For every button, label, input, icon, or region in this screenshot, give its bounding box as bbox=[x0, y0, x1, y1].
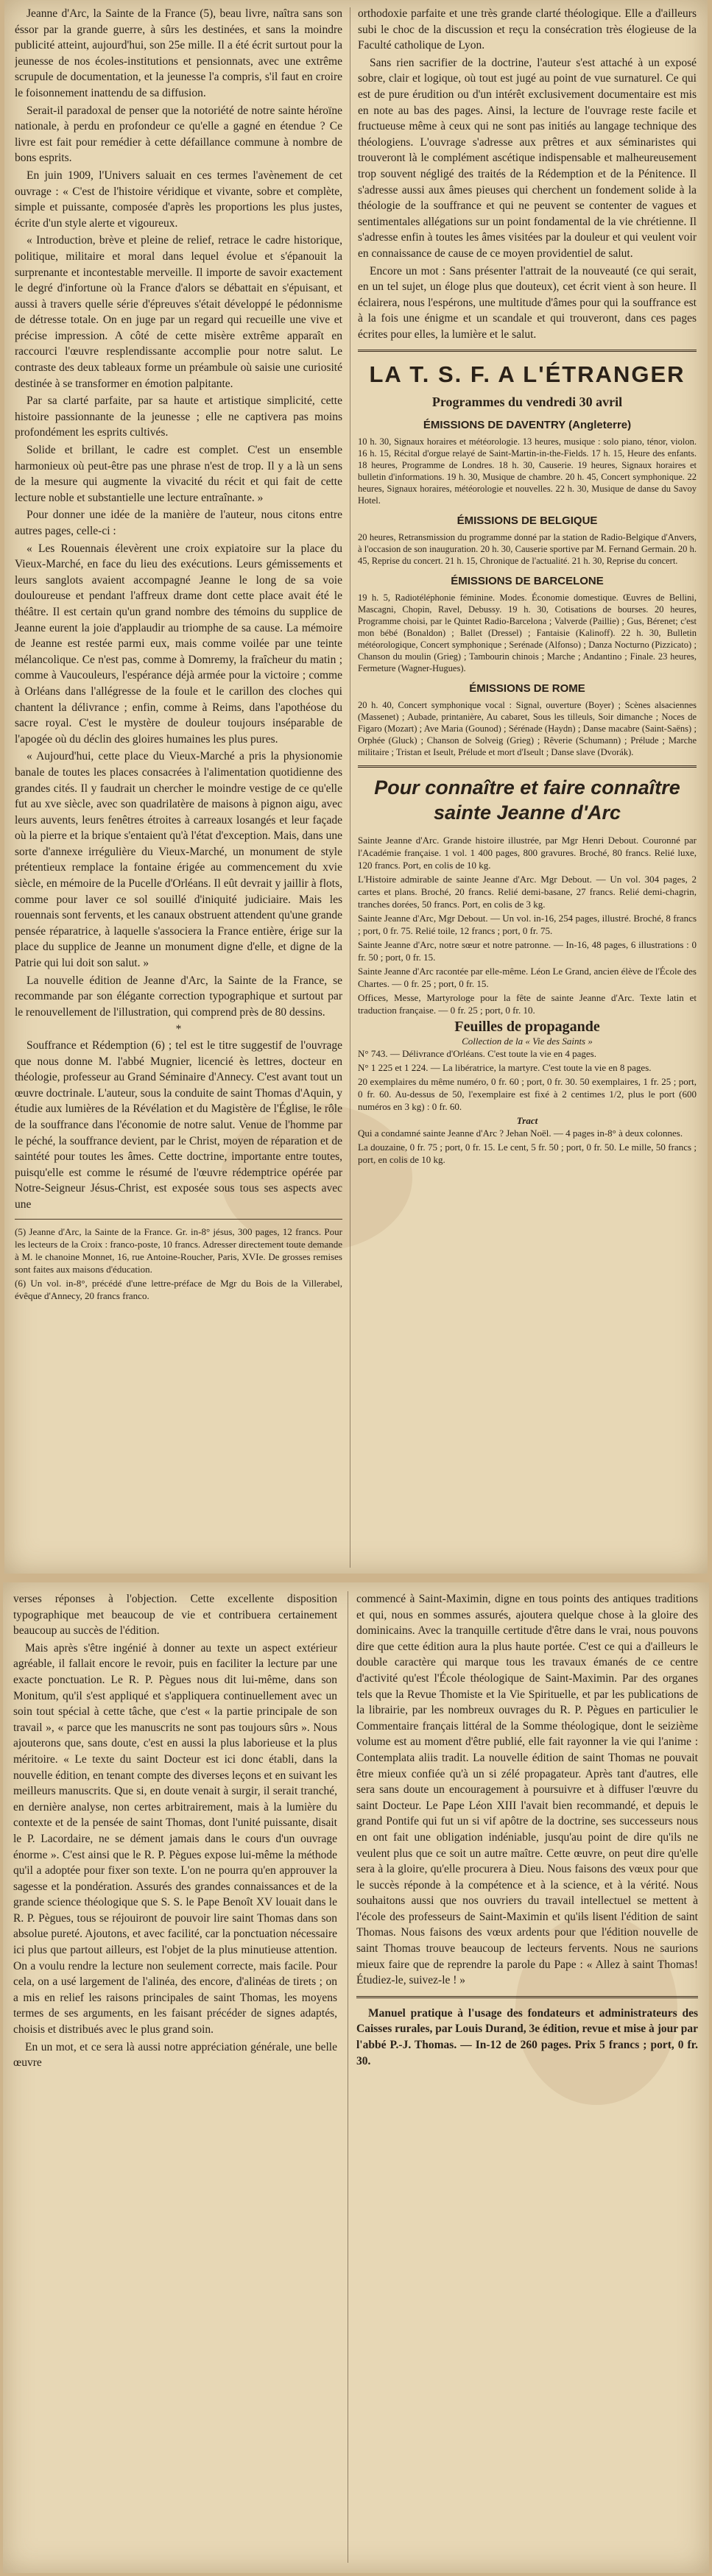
leaflet-listing: N° 1 225 et 1 224. — La libératrice, la martyre. C'est toute la vie en 8 pages. bbox=[358, 1062, 652, 1074]
collection-heading: Collection de la « Vie des Saints » bbox=[462, 1036, 593, 1047]
daventry-heading: ÉMISSIONS DE DAVENTRY (Angleterre) bbox=[423, 419, 632, 432]
manuel-listing: Manuel pratique à l'usage des fondateurs et administrateurs des Caisses rurales, par Louis Durand, 3e édition, revue et mise à jour par l'abbé P.-J. Thomas. — In-12 de 260 pages. Prix 5 francs ; port, 0 fr. 30. bbox=[356, 2006, 698, 2067]
book-listing: Sainte Jeanne d'Arc racontée par elle-même. Léon Le Grand, ancien élève de l'École des Chartes. — 0 fr. 25 ; port, 0 fr. 15. bbox=[358, 966, 697, 990]
book-listing: Offices, Messe, Martyrologe pour la fête de sainte Jeanne d'Arc. Texte latin et traduction française. — 0 fr. 25 ; port, 0 fr. 10. bbox=[358, 992, 697, 1016]
book-listing: Sainte Jeanne d'Arc. Grande histoire illustrée, par Mgr Henri Debout. Couronné par l'Académie française. 1 vol. 1 400 pages, 800 gravures. Broché, 80 francs. Relié luxe, 120 francs. Port, en colis de 10 kg. bbox=[358, 835, 697, 871]
footnote: (6) Un vol. in-8°, précédé d'une lettre-préface de Mgr du Bois de la Villerabel, évêque d'Annecy, 20 francs franco. bbox=[15, 1277, 342, 1301]
tract-heading: Tract bbox=[516, 1115, 538, 1127]
paragraph: « Aujourd'hui, cette place du Vieux-Marché a pris la physionomie banale de toutes les places consacrées à l'alimentation quotidienne des grandes cités. Il y faudrait un chercher le moindre vestige de ce qu'elle fut au xve siècle, avec son quadrilatère de maisons à pignon aigu, avec leurs auvents, leurs fenêtres étroites à carreaux losangés et leur façade où la pierre et la brique s'entaient qu'à l'état d'exception. Mais, dans une sorte d'annexe irrégulière du Vieux-Marché, un monument de style prétentieux remplace la fontaine érigée au commencement du xvie siècle, en mémoire de la Pucelle d'Orléans. Il eût devrait y jaillir à flots, comme pour laver ce sol souillé d'iniquité judiciaire. Mais les rouennais sont fervents, et les canaux obstruent attendent qu'une grande pensée réparatrice, à laquelle s'associera la France entière, érige sur la place du supplice de Jeanne un monument digne d'elle, et digne de la Patrie qui lui doit son salut. » bbox=[15, 750, 342, 970]
section-rule bbox=[356, 1996, 698, 1998]
paragraph: En juin 1909, l'Univers saluait en ces termes l'avènement de cet ouvrage : « C'est de l'histoire véridique et vivante, sobre et complète, simple et puissante, composée d'après les proportions les plus justes, écrite d'un style alerte et vigoureux. bbox=[15, 169, 342, 230]
article-right-column bbox=[358, 6, 697, 1566]
book-listing: L'Histoire admirable de sainte Jeanne d'Arc. Mgr Debout. — Un vol. 304 pages, 2 cartes et plans. Broché, 20 francs. Relié demi-basane, 27 francs. Relié demi-chagrin, tranches dorées, 50 francs. Port, en colis de 3 kg. bbox=[358, 874, 697, 910]
paragraph: Solide et brillant, le cadre est complet. C'est un ensemble harmonieux où peut-être pas une phrase n'est de trop. Il y a là un sens de la mesure qui augmente la vivacité du récit et qui fait de cette lecture noble et substantielle une lecture entraînante. » bbox=[15, 444, 342, 504]
paragraph: Mais après s'être ingénié à donner au texte un aspect extérieur agréable, il fallait encore le revoir, puis en faciliter la lecture par une exacte ponctuation. Le R. P. Pègues nous dit lui-même, dans son Monitum, qu'il s'est appliqué et s'appliquera continuellement avec un soin tout spécial à cette tâche, que c'est « la partie principale de son travail », « parce que les manuscrits ne sont pas toujours sûrs ». Nous ajouterons que, sans doute, c'est en aussi la plus laborieuse et la plus méritoire. « Le texte du saint Docteur est ici donc établi, dans la nouvelle édition, en tenant compte des diverses leçons et en suivant les meilleurs manuscrits. Que si, en doute venait à surgir, il serait tranché, en dernière analyse, non certes arbitrairement, mais à la lumière du contexte et de la pensée de saint Thomas, dont l'unité puissante, disait le P. Lacordaire, ne se dément jamais dans le cours d'un ouvrage énorme ». C'est ainsi que le R. P. Pègues expose lui-même la méthode qu'il a adoptée pour fixer son texte. L'on ne pourra qu'en approuver la sagesse et la pondération. Assurés des grandes connaissances et de la grande science théologique que S. S. le Pape Benoît XV louait dans le R. P. Pègues, tous se réjouiront de pouvoir lire saint Thomas dans son absolue pureté. Ajoutons, et avec facilité, car la ponctuation nécessaire ici plus que partout ailleurs, est l'objet de la plus minutieuse attention. On a voulu rendre la lecture non seulement correcte, mais facile. Pour cela, on a usé largement de l'alinéa, des encore, d'alinéas de tirets ; on a mis en relief les raisons principales de saint Thomas, les moyens termes de ses arguments, en les faisant précéder de signes adaptés, choisis et distribués avec le plus grand soin. bbox=[13, 1641, 337, 2037]
tract-listing: Qui a condamné sainte Jeanne d'Arc ? Jehan Noël. — 4 pages in-8° à deux colonnes. bbox=[358, 1128, 683, 1139]
tract-listing: La douzaine, 0 fr. 75 ; port, 0 fr. 15. Le cent, 5 fr. 50 ; port, 0 fr. 50. Le mille, 50 francs ; port, en colis de 10 kg. bbox=[358, 1142, 697, 1166]
rome-heading: ÉMISSIONS DE ROME bbox=[469, 682, 585, 696]
section-star: * bbox=[175, 1023, 182, 1036]
sainte-jeanne-headline: Pour connaître et faire connaître sainte Jeanne d'Arc bbox=[374, 776, 680, 824]
section-rule bbox=[358, 350, 697, 352]
paragraph: La nouvelle édition de Jeanne d'Arc, la Sainte de la France, se recommande par son élégante correction typographique et surtout par le renouvellement de l'illustration, qui comprend près de 80 dessins. bbox=[15, 974, 342, 1019]
belgique-program: 20 heures, Retransmission du programme donné par la station de Radio-Belgique d'Anvers, à l'occasion de son inauguration. 20 h. 30, Causerie sportive par M. Fernand Germain. 20 h. 45, Reprise du concert. 21 h. 15, Chronique de l'actualité. 21 h. 30, Reprise du concert. bbox=[358, 532, 697, 567]
daventry-program: 10 h. 30, Signaux horaires et météorologie. 13 heures, musique : solo piano, ténor, violon. 16 h. 15, Récital d'orgue relayé de Saint-Martin-in-the-Fields. 17 h. 15, Heure des enfants. 18 heures, Programme de Londres. 18 h. 30, Causerie. 19 heures, Signaux horaires et bulletin d'informations. 19 h. 30, Musique de chambre. 20 h. 45, Concert symphonique. 22 heures, Signaux horaires, météorologie et nouvelles. 22 h. 30, Musique de danse du Savoy Hotel. bbox=[358, 436, 697, 506]
paragraph: En un mot, et ce sera là aussi notre appréciation générale, une belle œuvre bbox=[13, 2040, 337, 2070]
section-rule bbox=[358, 765, 697, 768]
barcelone-heading: ÉMISSIONS DE BARCELONE bbox=[451, 575, 604, 588]
paragraph: « Introduction, brève et pleine de relief, retrace le cadre historique, politique, militaire et moral dans lequel évolue et s'épanouit la surprenante et incontestable merveille. Il importe de savoir exactement le degré d'infortune où la France d'alors se débattait en s'épuisant, et aussi à travers quelle série d'épreuves s'était développé le pédonnisme de détresse totale. On en juge par un regard qui recueille une vive et précise impression. A côté de cette misère extrême apparaît en raccourci l'œuvre resplendissante accomplie pour notre salut. Le contraste des deux tableaux forme un préambule où saisie une curiosité destinée à se transformer en émotion palpitante. bbox=[15, 234, 342, 390]
footnote: (5) Jeanne d'Arc, la Sainte de la France. Gr. in-8° jésus, 300 pages, 12 francs. Pour les lecteurs de la Croix : franco-poste, 10 francs. Adresser directement toute demande à M. le chanoine Monnet, 16, rue Antoine-Roucher, Paris, XVIe. De grosses remises sont faites aux maisons d'éducation. bbox=[15, 1225, 342, 1275]
article-bottom-right-column bbox=[356, 1591, 698, 2563]
paragraph: Par sa clarté parfaite, par sa haute et artistique simplicité, cette histoire passionnante de la jeunesse ; elle ne captivera pas moins profondément les esprits cultivés. bbox=[15, 394, 342, 439]
feuilles-heading: Feuilles de propagande bbox=[454, 1019, 600, 1036]
paragraph: Souffrance et Rédemption (6) ; tel est le titre suggestif de l'ouvrage que nous donne M. l'abbé Mugnier, licencié ès lettres, docteur en théologie, professeur au Grand Séminaire d'Annecy. C'est avant tout un œuvre doctrinale. L'auteur, sous la conduite de saint Thomas d'Aquin, y étudie aux lumières de la Révélation et du Magistère de l'Église, le rôle de la souffrance dans l'économie de notre salut. Venue de l'homme par le péché, la souffrance devient, par le Christ, moyen de réparation et de saintété pour toutes les âmes. Cette doctrine, importante entre toutes, puisqu'elle est comme le résumé de l'œuvre rédemptrice opérée par Notre-Seigneur Jésus-Christ, est exposée sous tous ses aspects avec une bbox=[15, 1039, 342, 1211]
article-bottom-left-column bbox=[13, 1591, 337, 2563]
leaflet-listing: N° 743. — Délivrance d'Orléans. C'est toute la vie en 4 pages. bbox=[358, 1048, 596, 1060]
program-headline: Programmes du vendredi 30 avril bbox=[431, 394, 623, 410]
paragraph: commencé à Saint-Maximin, digne en tous points des antiques traditions et qui, nous en sommes assurés, ajoutera quelque chose à la gloire des dominicains. Avec la tranquille certitude d'être dans le vrai, nous pouvons dire que cette édition aura la plus haute portée. C'est ce qui a d'ailleurs le double caractère qui marque tous les travaux émanés de ce centre d'activité qu'est l'École théologique de Saint-Maximin. Par des organes tels que la Revue Thomiste et la Vie Spirituelle, et par les publications de la librairie, par les nombreux ouvrages du R. P. Pègues en particulier le Commentaire français littéral de la Somme théologique, dont le seizième volume est au moment d'être publié, elle fait rayonner la vie qui l'anime : Contemplata aliis tradit. La nouvelle édition de saint Thomas ne pouvait être mieux confiée qu'à un si zélé propagateur. Après tant d'autres, elle sera sans doute un encouragement à poursuivre et à diffuser l'œuvre du saint Docteur. Le Pape Léon XIII l'avait bien recommandé, et depuis le grand Pontife qui fut un si vif apôtre de la doctrine, ses successeurs nous en ont fait une obligation indéniable, jusqu'au point de dire qu'ils ne veulent plus que ce soit un autre maître. Cette œuvre, on peut dire qu'elle sera à la gloire, qu'elle procurera à Dieu. Nous faisons des vœux pour que le succès réponde à la compétence et à la science, et à la vérité. Nous souhaitons aussi que nos ouvriers du travail intellectuel se mettent à l'école des professeurs de Saint-Maximin et qu'ils lisent l'édition de saint Thomas. Nous faisons des vœux ardents pour que l'édition nouvelle de saint Thomas trouve beaucoup de lecteurs fervents. Nous ne saurions mieux faire que de reprendre la parole du Pape : « Allez à saint Thomas! Étudiez-le, suivez-le ! » bbox=[356, 1593, 698, 1987]
book-listing: Sainte Jeanne d'Arc, notre sœur et notre patronne. — In-16, 48 pages, 6 illustrations : 0 fr. 50 ; port, 0 fr. 15. bbox=[358, 939, 697, 963]
paragraph: verses réponses à l'objection. Cette excellente disposition typographique met beaucoup de vie et contribuera certainement beaucoup au succès de l'édition. bbox=[13, 1593, 337, 1638]
book-listing: Sainte Jeanne d'Arc, Mgr Debout. — Un vol. in-16, 254 pages, illustré. Broché, 8 francs ; port, 0 fr. 75. Relié toile, 12 francs ; port, 0 fr. 75. bbox=[358, 913, 697, 937]
rome-program: 20 h. 40, Concert symphonique vocal : Signal, ouverture (Boyer) ; Scènes alsaciennes (Massenet) ; Aubade, printanière, Au cabaret, Sous les tilleuls, Soir dimanche ; Noces de Figaro (Mozart) ; Ave Maria (Gounod) ; Sérénade (Haydn) ; Danse macabre (Saint-Saëns) ; Orphée (Gluck) ; Chanson de Solveig (Grieg) ; Rêverie (Schumann) ; Prélude ; Marche militaire ; Tristan et Iseult, Prélude et mort d'Iseult ; Danse slave (Dvorák). bbox=[358, 700, 697, 758]
paragraph: Sans rien sacrifier de la doctrine, l'auteur s'est attaché à un exposé sobre, clair et logique, où tout est jugé au point de vue surnaturel. Ce qui est de pure érudition ou d'un intérêt exclusivement documentaire est mis en note au bas des pages. Ainsi, la lecture de l'ouvrage reste facile et fructueuse même à ceux qui ne sont pas initiés au langage technique des théologiens. L'ouvrage s'adresse aux prêtres et aux séminaristes qui trouveront là le complément ascétique indispensable et malheureusement trop souvent négligé des traités de la Rédemption et de la Pénitence. Il s'adresse aussi aux âmes pieuses qui cherchent un fondement solide à la théologie de la souffrance et qui ne peuvent se contenter de vagues et sentimentales allégations sur un point fondamental de la vie chrétienne. Il s'adresse enfin à toutes les âmes visitées par la douleur et qui veulent voir en connaissance de cause de ce moyen providentiel de salut. bbox=[358, 56, 697, 260]
leaflet-listing: 20 exemplaires du même numéro, 0 fr. 60 ; port, 0 fr. 30. 50 exemplaires, 1 fr. 25 ; port, 0 fr. 60. Au-dessus de 50, l'exemplaire est fixé à 2 centimes 1/2, plus le port (600 numéros en 3 kg) : 0 fr. 60. bbox=[358, 1076, 697, 1113]
belgique-heading: ÉMISSIONS DE BELGIQUE bbox=[457, 514, 598, 528]
article-left-column bbox=[15, 6, 342, 1566]
footnote-rule bbox=[15, 1219, 342, 1220]
paragraph: Encore un mot : Sans présenter l'attrait de la nouveauté (ce qui serait, en un tel sujet, un éloge plus que douteux), cet écrit vient à son heure. Il éclairera, nous l'espérons, une multitude d'âmes pour qui la souffrance est à la fois une énigme et un scandale et qui trouveront, dans ces pages écrites pour elles, la lumière et le salut. bbox=[358, 264, 697, 341]
paragraph: « Les Rouennais élevèrent une croix expiatoire sur la place du Vieux-Marché, en face du lieu des exécutions. Leurs gémissements et leurs sanglots avaient accompagné Jeanne le long de sa voie douloureuse et pendant l'affreux drame dont cette place avait été le théâtre. Il est certain qu'un grand nombre des témoins du supplice de Jeanne eurent la joie d'applaudir au triomphe de sa cause. La mémoire de Jeanne est restée parmi eux, mais comme voilée par une teinte mélancolique. Ce n'est pas, comme à Domremy, la fraîcheur du matin ; comme à Vaucouleurs, l'espérance déjà armée pour la victoire ; comme à Orléans dans l'allégresse de la foule et le carillon des cloches qui chantent la délivrance ; enfin, comme à Reims, dans l'apothéose du sacre royal. C'est le mystère de douleur toujours inséparable de l'apogée où du déclin des gloires humaines les plus pures. bbox=[15, 542, 342, 746]
paragraph: orthodoxie parfaite et une très grande clarté théologique. Elle a d'ailleurs subi le choc de la discussion et reçu la consécration très élogieuse de la Faculté catholique de Lyon. bbox=[358, 7, 697, 52]
tsf-headline: LA T. S. F. A L'ÉTRANGER bbox=[369, 361, 685, 388]
barcelone-program: 19 h. 5, Radiotéléphonie féminine. Modes. Économie domestique. Œuvres de Bellini, Mascagni, Chopin, Ravel, Debussy. 19 h. 30, Cotisations de bourses. 20 heures, Programme choisi, par le Quintet Radio-Barcelona ; Valverde (Paillie) ; Gus, Bérenet; c'est mon bébé (Bonaldon) ; Ballet (Dressel) ; Fantaisie (Kalinoff). 22 h. 30, Bulletin météorologique, Concert symphonique ; Serénade (Alfonso) ; Danza Nocturno (Pizzicato) ; Chanson du moulin (Grieg) ; Tambourin chinois ; Marche ; Andantino ; Finale. 23 heures, Fermeture (Wagner-Hugues). bbox=[358, 592, 697, 674]
paragraph: Pour donner une idée de la manière de l'auteur, nous citons entre autres pages, celle-ci : bbox=[15, 509, 342, 537]
paragraph: Jeanne d'Arc, la Sainte de la France (5), beau livre, naîtra sans son éssor par la grande guerre, à sûrs les destinées, et sans la moindre publicité atteint, aujourd'hui, son 25e mille. Il a été écrit surtout pour la jeunesse de nos écoles-institutions et pensionnats, avec une extrême scrupule de documentation, et la jeunesse l'a compris, s'il faut en croire le foisonnement inattendu de sa diffusion. bbox=[15, 7, 342, 99]
paragraph: Serait-il paradoxal de penser que la notoriété de notre sainte héroïne nationale, à perdu en profondeur ce qu'elle a gagné en étendue ? Ce livre est fait pour remédier à cette défaillance commune à nombre de bons esprits. bbox=[15, 104, 342, 165]
